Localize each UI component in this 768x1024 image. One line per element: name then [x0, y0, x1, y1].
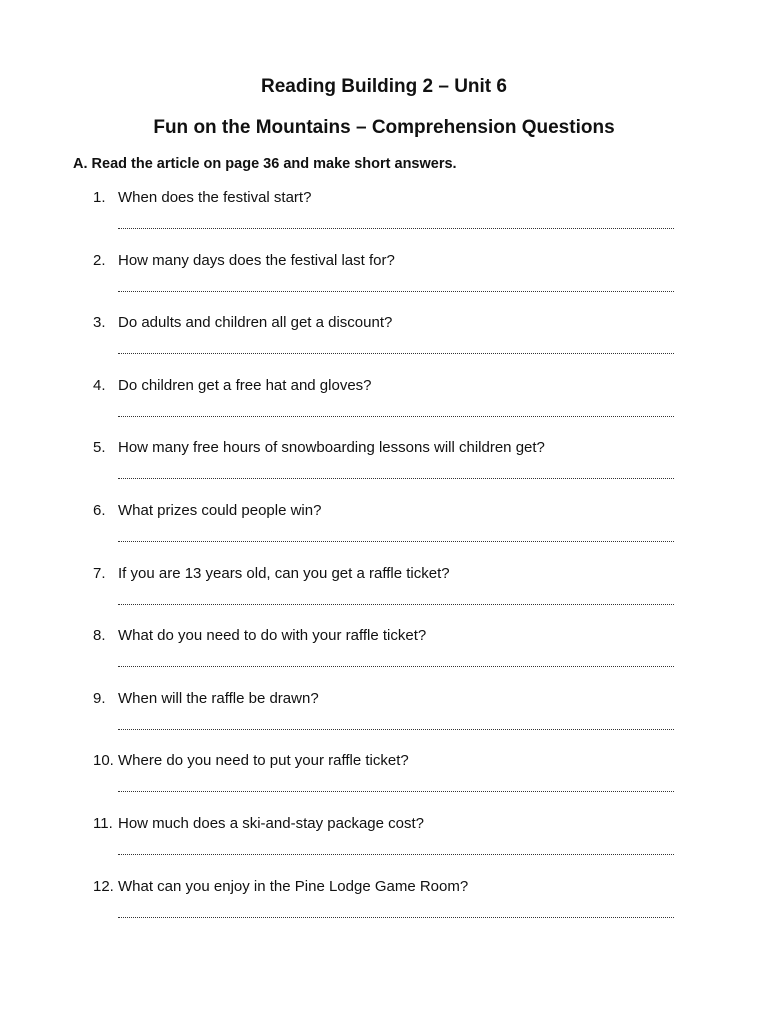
question-number: 9.: [93, 689, 106, 707]
question-list: [0, 188, 768, 939]
question-text: How many free hours of snowboarding lessons will children get?: [118, 439, 545, 457]
question-text: How much does a ski-and-stay package cost?: [118, 814, 424, 832]
answer-line[interactable]: [118, 917, 674, 918]
answer-line[interactable]: [118, 353, 674, 354]
question-number: 12.: [93, 877, 114, 895]
page-title: Reading Building 2 – Unit 6: [261, 76, 507, 97]
question-item: [0, 501, 768, 564]
answer-line[interactable]: [118, 291, 674, 292]
question-number: 5.: [93, 439, 106, 457]
question-item: [0, 751, 768, 814]
answer-line[interactable]: [118, 228, 674, 229]
question-text: How many days does the festival last for?: [118, 251, 395, 269]
question-number: 10.: [93, 752, 114, 770]
answer-line[interactable]: [118, 478, 674, 479]
question-number: 11.: [93, 814, 113, 832]
question-item: [0, 438, 768, 501]
answer-line[interactable]: [118, 791, 674, 792]
answer-line[interactable]: [118, 604, 674, 605]
section-instruction: A. Read the article on page 36 and make short answers.: [73, 156, 457, 172]
question-text: When does the festival start?: [118, 189, 312, 206]
question-number: 7.: [93, 564, 106, 582]
question-number: 6.: [93, 501, 106, 519]
question-text: Do adults and children all get a discount?: [118, 314, 393, 332]
question-text: Where do you need to put your raffle ticket?: [118, 752, 409, 770]
question-number: 4.: [93, 376, 106, 394]
question-item: [0, 626, 768, 689]
page-subtitle: Fun on the Mountains – Comprehension Questions: [153, 117, 615, 138]
question-number: 1.: [93, 189, 106, 206]
answer-line[interactable]: [118, 666, 674, 667]
question-number: 8.: [93, 627, 106, 645]
question-item: [0, 877, 768, 940]
question-item: [0, 313, 768, 376]
question-text: If you are 13 years old, can you get a raffle ticket?: [118, 564, 450, 582]
question-item: [0, 188, 768, 251]
question-item: [0, 251, 768, 314]
question-text: Do children get a free hat and gloves?: [118, 376, 372, 394]
question-number: 2.: [93, 251, 106, 269]
answer-line[interactable]: [118, 729, 674, 730]
answer-line[interactable]: [118, 854, 674, 855]
question-text: When will the raffle be drawn?: [118, 689, 319, 707]
question-item: [0, 376, 768, 439]
question-number: 3.: [93, 314, 106, 332]
question-item: [0, 814, 768, 877]
question-item: [0, 564, 768, 627]
question-text: What prizes could people win?: [118, 501, 322, 519]
answer-line[interactable]: [118, 416, 674, 417]
question-text: What do you need to do with your raffle ticket?: [118, 627, 427, 645]
answer-line[interactable]: [118, 541, 674, 542]
question-item: [0, 689, 768, 752]
question-text: What can you enjoy in the Pine Lodge Game Room?: [118, 877, 469, 895]
